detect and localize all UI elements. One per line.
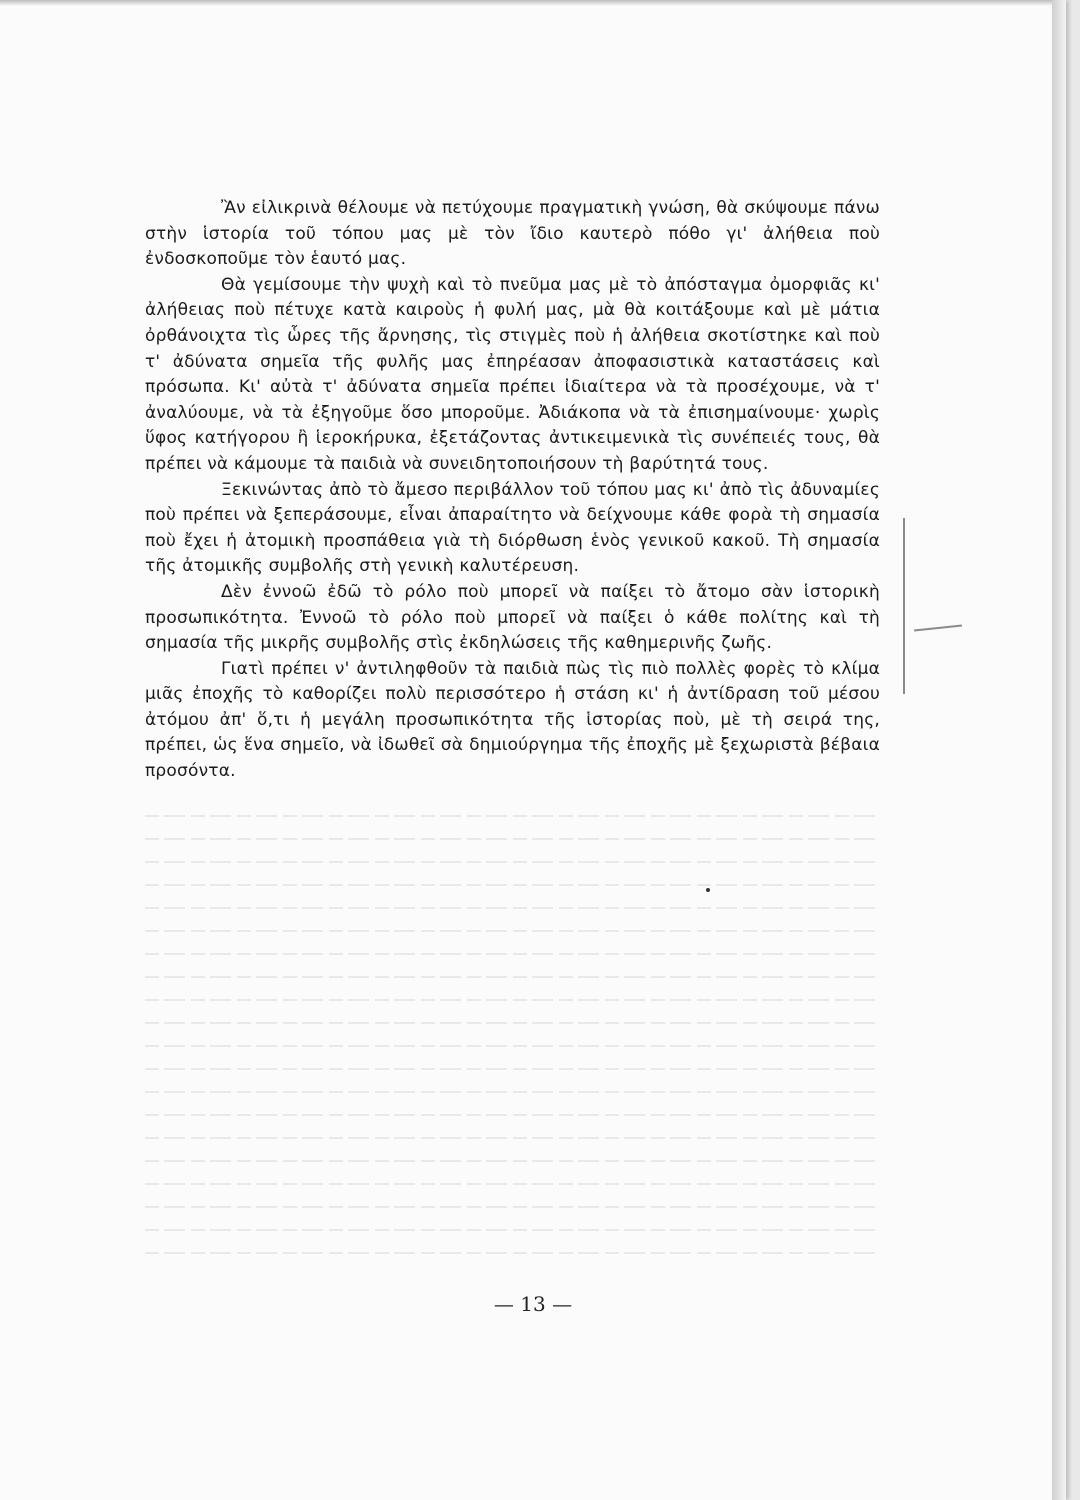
page-right-edge [1052,0,1066,1500]
body-text [145,196,880,785]
bleed-through-text [145,815,880,1285]
page-number: — 13 — [493,1292,573,1316]
margin-pencil-dash [914,624,962,631]
paragraph-2: Θὰ γεμίσουμε τὴν ψυχὴ καὶ τὸ πνεῦμα μας μὲ τὸ ἀπόσταγμα ὀμορφιᾶς κι' ἀλήθειας ποὺ πέτυχε κατὰ καιροὺς ἡ φυλή μας, μὰ θὰ κοιτάξουμε καὶ μὲ μάτια ὀρθάνοιχτα τὶς ὧρες τῆς ἄρνησης, τὶς στιγμὲς ποὺ ἡ ἀλήθεια σκοτίστηκε καὶ ποὺ τ' ἀδύνατα σημεῖα τῆς φυλῆς μας ἐπηρέασαν ἀποφασιστικὰ καταστάσεις καὶ πρόσωπα. Κι' αὐτὰ τ' ἀδύνατα σημεῖα πρέπει ἰδιαίτερα νὰ τὰ προσέχουμε, νὰ τ' ἀναλύουμε, νὰ τὰ ἐξηγοῦμε ὅσο μποροῦμε. Ἀδιάκοπα νὰ τὰ ἐπισημαίνουμε· χωρὶς ὕφος κατήγορου ἢ ἱεροκήρυκα, ἐξετάζοντας ἀντικειμενικὰ τὶς συνέπειές τους, θὰ πρέπει νὰ κάμουμε τὰ παιδιὰ νὰ συνειδητοποιήσουν τὴ βαρύτητά τους. [145,274,880,474]
paragraph-5: Γιατὶ πρέπει ν' ἀντιληφθοῦν τὰ παιδιὰ πὼς τὶς πιὸ πολλὲς φορὲς τὸ κλίμα μιᾶς ἐποχῆς τὸ καθορίζει πολὺ περισσότερο ἡ στάση κι' ἡ ἀντίδραση τοῦ μέσου ἀτόμου ἀπ' ὅ,τι ἡ μεγάλη προσωπικότητα τῆς ἱστορίας ποὺ, μὲ τὴ σειρά της, πρέπει, ὡς ἕνα σημεῖο, νὰ ἰδωθεῖ σὰ δημιούργημα τῆς ἐποχῆς μὲ ξεχωριστὰ βέβαια προσόντα. [145,658,880,782]
paragraph-4: Δὲν ἐννοῶ ἐδῶ τὸ ρόλο ποὺ μπορεῖ νὰ παίξει τὸ ἄτομο σὰν ἱστορικὴ προσωπικότητα. Ἐννοῶ τὸ ρόλο ποὺ μπορεῖ νὰ παίξει ὁ κάθε πολίτης καὶ τὴ σημασία τῆς μικρῆς συμβολῆς στὶς ἐκδηλώσεις τῆς καθημερινῆς ζωῆς. [145,581,880,654]
page-top-edge [0,0,1066,6]
paragraph-3: Ξεκινώντας ἀπὸ τὸ ἄμεσο περιβάλλον τοῦ τόπου μας κι' ἀπὸ τὶς ἀδυναμίες ποὺ πρέπει νὰ ξεπεράσουμε, εἶναι ἀπαραίτητο νὰ δείχνουμε κάθε φορὰ τὴ σημασία ποὺ ἔχει ἡ ἀτομικὴ προσπάθεια γιὰ τὴ διόρθωση ἑνὸς γενικοῦ κακοῦ. Τὴ σημασία τῆς ἀτομικῆς συμβολῆς στὴ γενικὴ καλυτέρευση. [145,479,880,577]
paragraph-1: Ἂν εἰλικρινὰ θέλουμε νὰ πετύχουμε πραγματικὴ γνώση, θὰ σκύψουμε πάνω στὴν ἱστορία τοῦ τόπου μας μὲ τὸν ἴδιο καυτερὸ πόθο γι' ἀλήθεια ποὺ ἐνδοσκοποῦμε τὸν ἑαυτό μας. [145,198,880,270]
ink-dot [706,888,710,892]
margin-pencil-line [903,518,905,694]
